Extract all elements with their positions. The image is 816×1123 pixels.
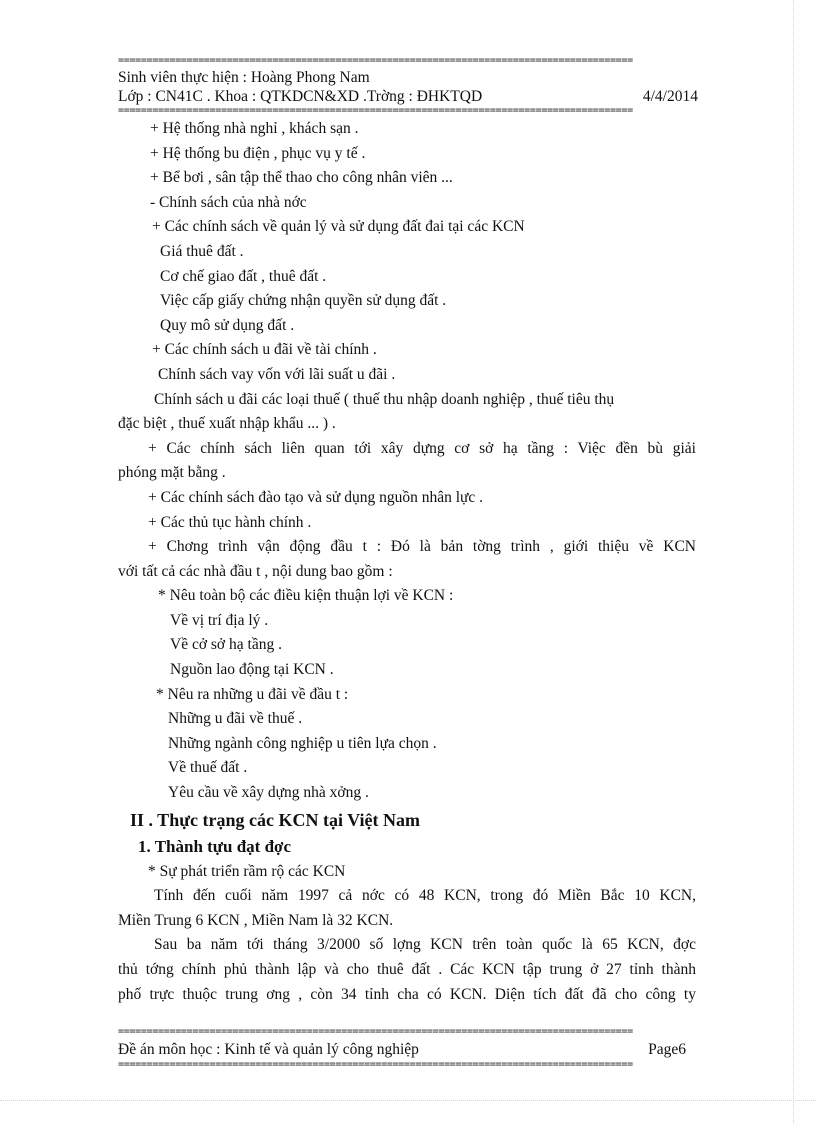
body-line: + Bể bơi , sân tập thể thao cho công nhân viên ... xyxy=(150,169,453,187)
body-line: + Các chính sách liên quan tới xây dựng cơ sở hạ tầng : Việc đền bù giải xyxy=(148,439,696,457)
page-edge-right xyxy=(793,0,794,1123)
body-line: Quy mô sử dụng đất . xyxy=(160,316,295,334)
body-line: * Sự phát triển rầm rộ các KCN xyxy=(148,862,346,880)
footer-course-title: Đề án môn học : Kinh tế và quản lý công nghiệp xyxy=(118,1041,419,1058)
body-line: Tính đến cuối năm 1997 cả nớc có 48 KCN, trong đó Miền Bắc 10 KCN, xyxy=(154,887,696,905)
body-line: Việc cấp giấy chứng nhận quyền sử dụng đất . xyxy=(160,292,447,310)
header-rule-bottom: ========================================================================================== xyxy=(118,106,633,116)
section-heading: II . Thực trạng các KCN tại Việt Nam xyxy=(130,809,420,830)
page-edge-bottom xyxy=(0,1100,816,1101)
body-line: Những ngành công nghiệp u tiên lựa chọn . xyxy=(168,734,437,752)
body-line: + Các chính sách u đãi về tài chính . xyxy=(152,341,377,359)
body-line: phố trực thuộc trung ơng , còn 34 tỉnh cha có KCN. Diện tích đất đã cho công ty xyxy=(118,985,696,1003)
body-line: Chính sách u đãi các loại thuế ( thuế thu nhập doanh nghiệp , thuế tiêu thụ xyxy=(154,390,615,408)
body-line: với tất cả các nhà đầu t , nội dung bao gồm : xyxy=(118,562,393,580)
body-line: + Hệ thống bu điện , phục vụ y tế . xyxy=(150,144,366,162)
body-line: Về vị trí địa lý . xyxy=(170,611,269,629)
body-line: Giá thuê đất . xyxy=(160,242,244,260)
body-line: - Chính sách của nhà nớc xyxy=(150,193,307,211)
body-line: * Nêu ra những u đãi về đầu t : xyxy=(156,685,349,703)
body-line: đặc biệt , thuế xuất nhập khẩu ... ) . xyxy=(118,415,336,433)
body-line: + Hệ thống nhà nghỉ , khách sạn . xyxy=(150,120,359,137)
footer-rule-top: ========================================================================================== xyxy=(118,1027,633,1037)
body-line: phóng mặt bằng . xyxy=(118,464,226,482)
footer-rule-bottom: ========================================================================================== xyxy=(118,1060,633,1070)
body-line: Sau ba năm tới tháng 3/2000 số lợng KCN trên toàn quốc là 65 KCN, đợc xyxy=(154,936,696,954)
header-rule-top: ========================================================================================== xyxy=(118,56,633,66)
body-line: + Chơng trình vận động đầu t : Đó là bản tờng trình , giới thiệu về KCN xyxy=(148,538,696,556)
page-footer xyxy=(118,1040,696,1060)
body-line: + Các chính sách đào tạo và sử dụng nguồn nhân lực . xyxy=(148,488,484,506)
body-line: Về cở sở hạ tầng . xyxy=(170,636,282,654)
body-line: Yêu cầu về xây dựng nhà xởng . xyxy=(168,784,369,802)
header-class: Lớp : CN41C . Khoa : QTKDCN&XD .Trờng : ĐHKTQD xyxy=(118,88,483,105)
body-line: Chính sách vay vốn với lãi suất u đãi . xyxy=(158,365,396,383)
body-line: + Các chính sách về quản lý và sử dụng đất đai tại các KCN xyxy=(152,218,525,236)
body-line: + Các thủ tục hành chính . xyxy=(148,513,312,531)
body-line: * Nêu toàn bộ các điều kiện thuận lợi về KCN : xyxy=(158,587,454,605)
body-line: Miền Trung 6 KCN , Miền Nam là 32 KCN. xyxy=(118,911,394,929)
document-body xyxy=(118,117,696,1007)
body-line: Về thuế đất . xyxy=(168,759,248,777)
body-line: Cơ chế giao đất , thuê đất . xyxy=(160,267,327,285)
subsection-heading: 1. Thành tựu đạt đợc xyxy=(138,836,291,856)
body-line: Những u đãi về thuế . xyxy=(168,710,303,728)
body-line: Nguồn lao động tại KCN . xyxy=(170,661,334,679)
page-number: Page6 xyxy=(648,1041,686,1058)
header-date: 4/4/2014 xyxy=(642,88,698,105)
body-line: thủ tớng chính phủ thành lập và cho thuê đất . Các KCN tập trung ở 27 tỉnh thành xyxy=(118,961,696,978)
header-student: Sinh viên thực hiện : Hoàng Phong Nam xyxy=(118,69,370,86)
